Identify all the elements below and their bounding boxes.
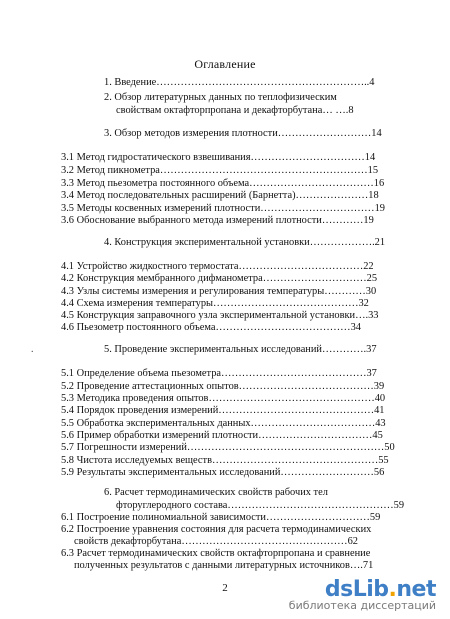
toc-entry: 4.3 Узлы системы измерения и регулирования температуры…………30 [61,286,377,297]
toc-entry: 6.2 Построение уравнения состояния для расчета термодинамических [61,524,372,535]
toc-entry: 3. Обзор методов измерения плотности………………………14 [104,128,382,139]
toc-entry: 5.9 Результаты экспериментальных исследований………………………56 [61,467,385,478]
toc-entry: 4.4 Схема измерения температуры……………………………………32 [61,298,369,309]
toc-entry: 3.2 Метод пикнометра……………………………………………………15 [61,165,379,176]
toc-entry: 5.2 Проведение аттестационных опытов…………………………………39 [61,381,385,392]
toc-entry: 5. Проведение экспериментальных исследований………….37 [104,344,377,355]
watermark [289,577,436,612]
toc-heading: Оглавление [194,57,256,71]
toc-entry: 5.4 Порядок проведения измерений………………………………………41 [61,405,385,416]
toc-entry: 3.3 Метод пьезометра постоянного объема………………………………16 [61,178,385,189]
toc-entry: 6. Расчет термодинамических свойств рабочих тел [104,487,328,498]
toc-entry: свойств декафторбутана…………………………………………62 [74,536,358,547]
toc-entry: 6.3 Расчет термодинамических свойств октафторпропана и сравнение [61,548,371,559]
page-number: 2 [222,582,228,594]
stray-mark: . [31,344,34,355]
watermark-logo-main: dsLib [324,577,389,602]
toc-entry: 4.6 Пьезометр постоянного объема…………………………………34 [61,322,361,333]
toc-entry: 3.4 Метод последовательных расширений (Барнетта)…………………18 [61,190,379,201]
toc-entry: 6.1 Построение полиномиальной зависимости…………………………59 [61,512,381,523]
toc-entry: 4.5 Конструкция заправочного узла экспериментальной установки….33 [61,310,379,321]
toc-entry: 5.6 Пример обработки измерений плотности……………………………45 [61,430,383,441]
watermark-logo-dot: . [388,577,397,602]
toc-entry: полученных результатов с данными литературных источников….71 [74,560,374,571]
toc-entry: 5.1 Определение объема пьезометра……………………………………37 [61,368,377,379]
toc-entry: 1. Введение……………………………………………………..4 [104,77,375,88]
toc-entry: свойствам октафторпропана и декафторбутана… ….8 [116,105,354,116]
toc-entry: 5.5 Обработка экспериментальных данных………………………………43 [61,418,386,429]
toc-entry: фторуглеродного состава…………………………………………59 [116,500,405,511]
toc-entry: 3.5 Методы косвенных измерений плотности……………………………19 [61,203,385,214]
toc-entry: 4.1 Устройство жидкостного термостата………………………………22 [61,261,374,272]
toc-entry: 3.6 Обоснование выбранного метода измерений плотности…………19 [61,215,374,226]
toc-entry: 5.7 Погрешности измерений…………………………………………………50 [61,442,395,453]
watermark-logo-tld: net [396,577,436,602]
toc-entry: 4. Конструкция экспериментальной установки……………….21 [104,237,386,248]
toc-entry: 2. Обзор литературных данных по теплофизическим [104,92,337,103]
toc-entry: 5.3 Методика проведения опытов…………………………………………40 [61,393,386,404]
toc-entry: 3.1 Метод гидростатического взвешивания……………………………14 [61,152,376,163]
toc-entry: 4.2 Конструкция мембранного дифманометра…………………………25 [61,273,378,284]
toc-entry: 5.8 Чистота исследуемых веществ…………………………………………55 [61,455,389,466]
watermark-subtitle: библиотека диссертаций [288,599,436,612]
